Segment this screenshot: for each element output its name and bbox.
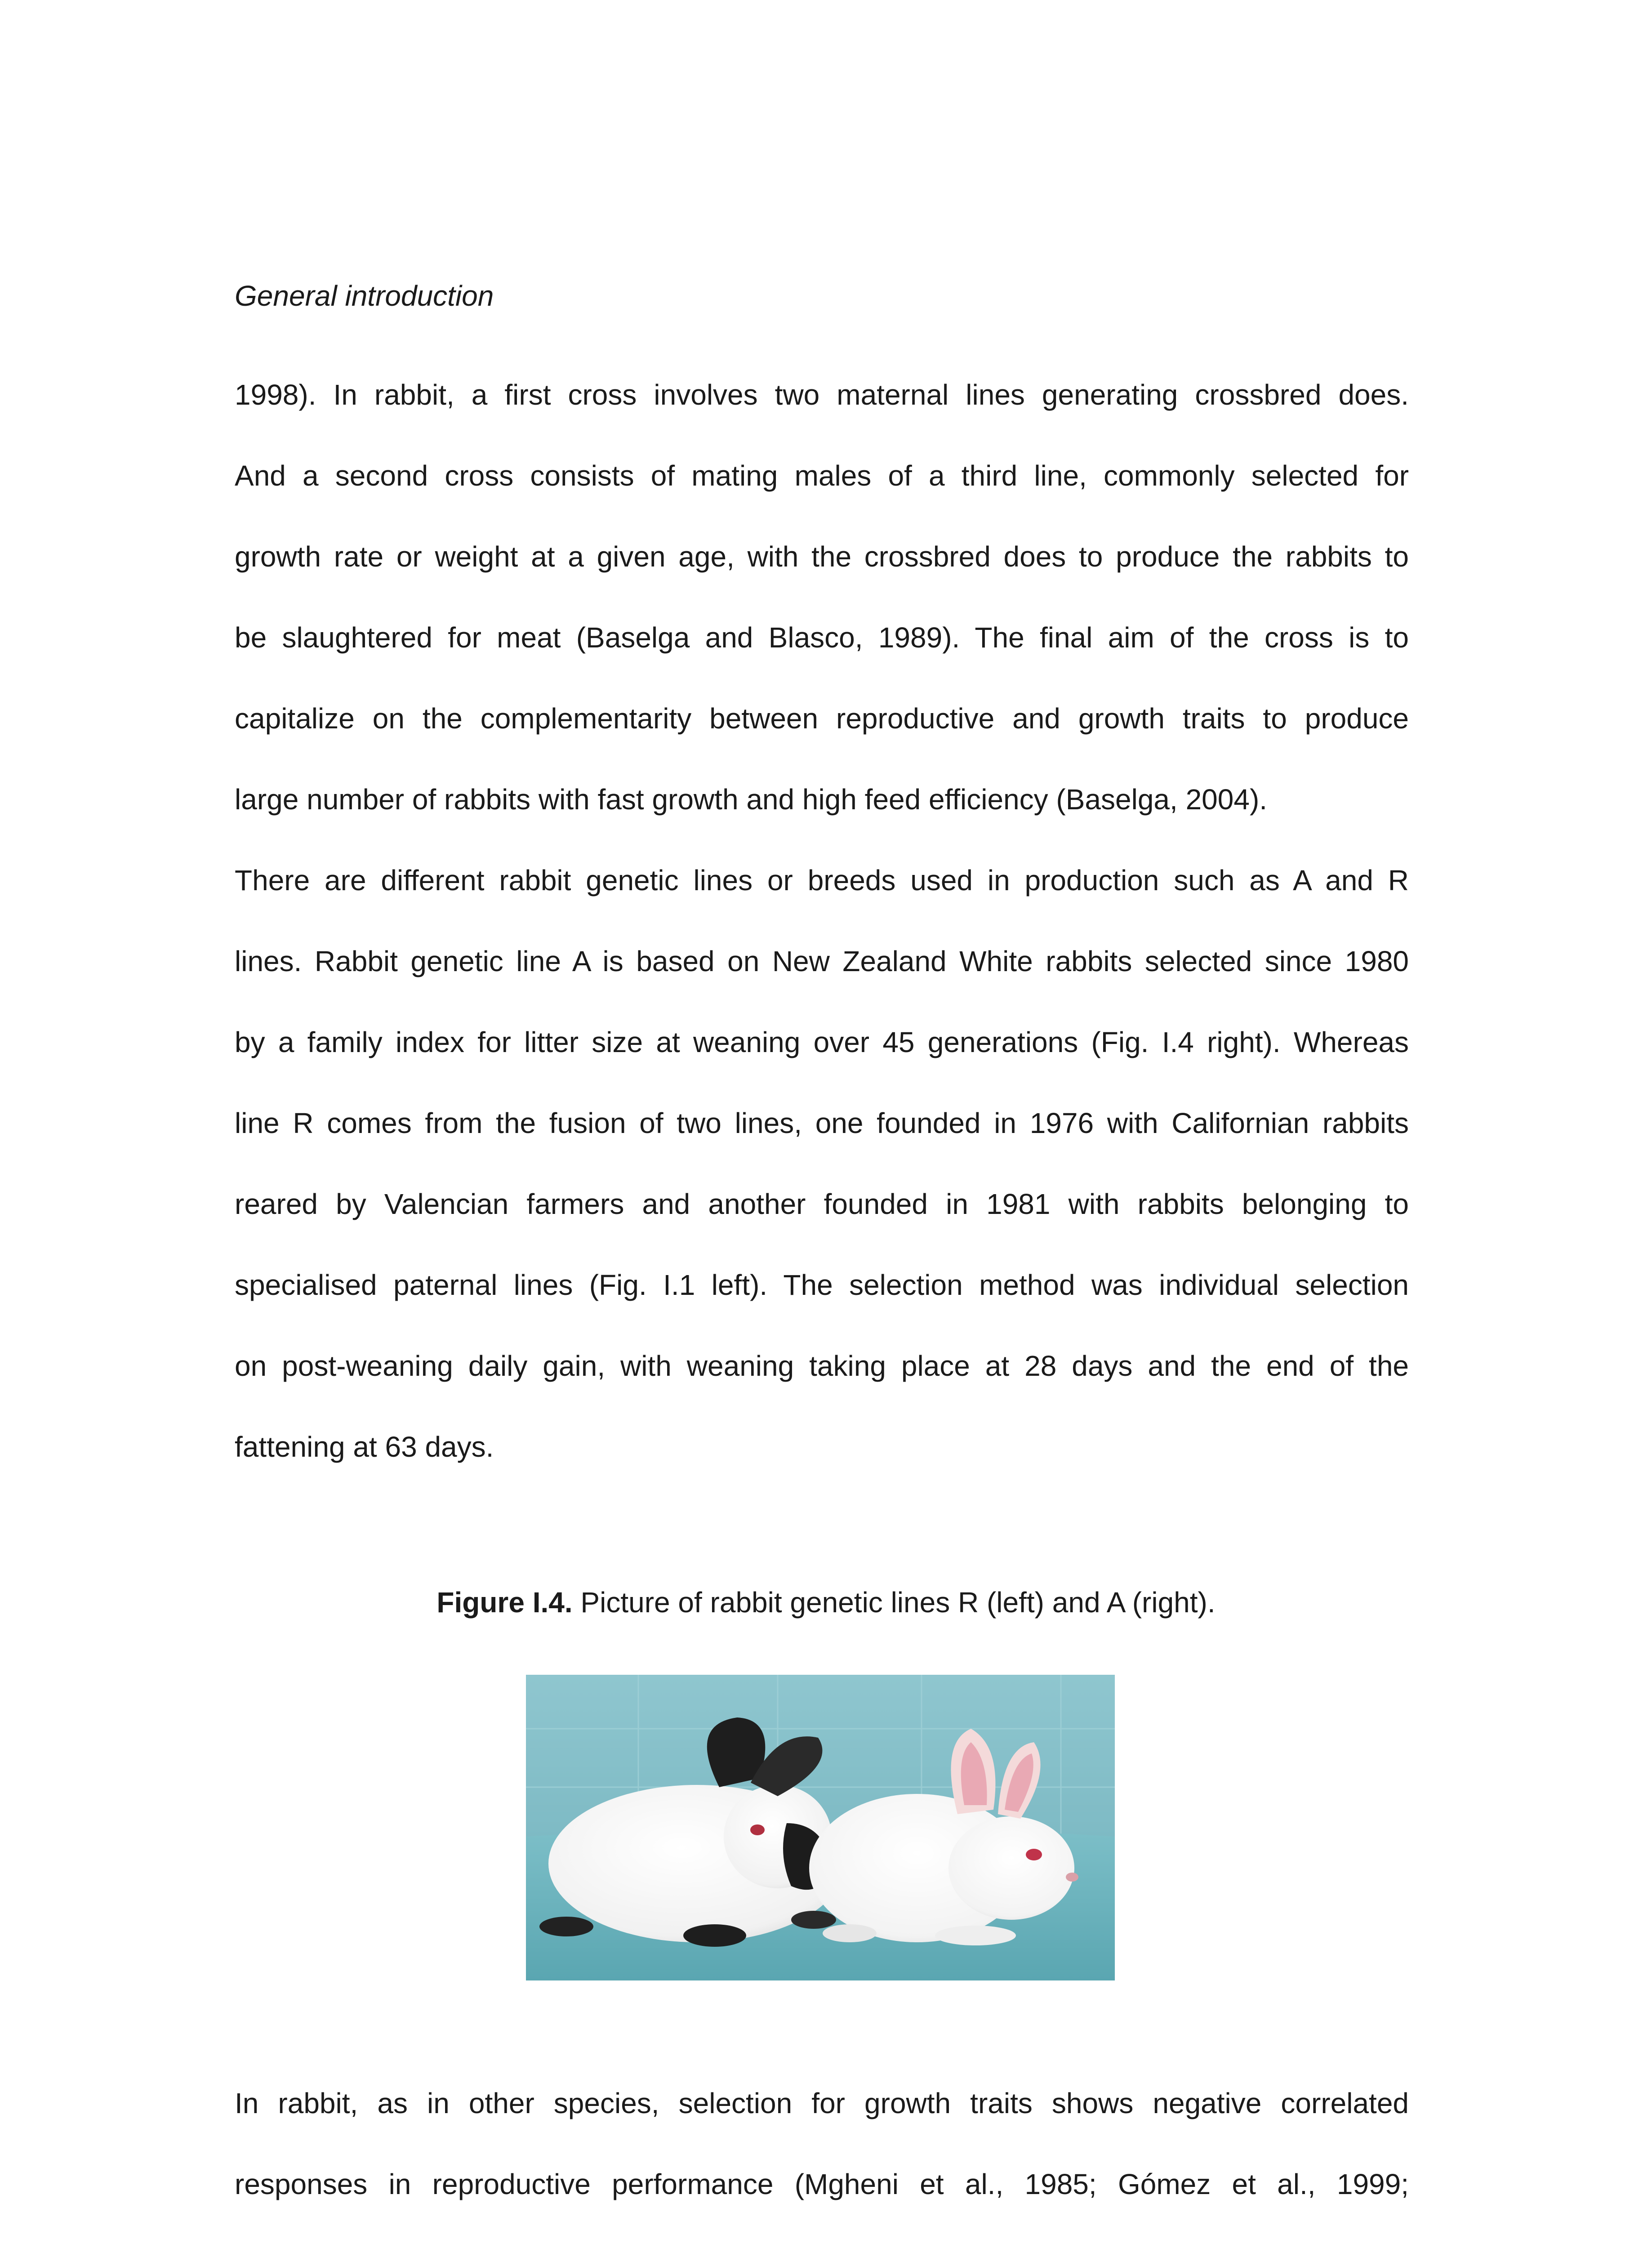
paragraph-line: by a family index for litter size at weaning over 45 generations (Fig. I.4 right). Whereas	[235, 1026, 1409, 1058]
paragraph-line: And a second cross consists of mating males of a third line, commonly selected for	[235, 459, 1409, 492]
paragraph-line: reared by Valencian farmers and another founded in 1981 with rabbits belonging to	[235, 1188, 1409, 1220]
paragraph-line: responses in reproductive performance (Mgheni et al., 1985; Gómez et al., 1999;	[235, 2168, 1409, 2200]
paragraph-line: growth rate or weight at a given age, with the crossbred does to produce the rabbits to	[235, 540, 1409, 573]
paragraph-line: capitalize on the complementarity between reproductive and growth traits to produce	[235, 702, 1409, 735]
running-header: General introduction	[235, 280, 494, 312]
figure-caption-text: Picture of rabbit genetic lines R (left) and A (right).	[572, 1586, 1216, 1619]
paragraph-line: There are different rabbit genetic lines or breeds used in production such as A and R	[235, 864, 1409, 897]
paragraph-line: In rabbit, as in other species, selection for growth traits shows negative correlated	[235, 2087, 1409, 2119]
paragraph-line: 1998). In rabbit, a first cross involves two maternal lines generating crossbred does.	[235, 379, 1409, 411]
paragraph-line: on post-weaning daily gain, with weaning taking place at 28 days and the end of the	[235, 1350, 1409, 1382]
figure-caption	[0, 1584, 1652, 1620]
rabbit-photo	[526, 1675, 1115, 1980]
paragraph-line: line R comes from the fusion of two lines, one founded in 1976 with Californian rabbits	[235, 1107, 1409, 1139]
paragraph-line: specialised paternal lines (Fig. I.1 left). The selection method was individual selection	[235, 1269, 1409, 1301]
paragraph-line: fattening at 63 days.	[235, 1431, 494, 1463]
paragraph-line: large number of rabbits with fast growth and high feed efficiency (Baselga, 2004).	[235, 783, 1268, 816]
figure-label: Figure I.4.	[436, 1586, 573, 1619]
paragraph-line: lines. Rabbit genetic line A is based on New Zealand White rabbits selected since 1980	[235, 945, 1409, 977]
paragraph-line: be slaughtered for meat (Baselga and Blasco, 1989). The final aim of the cross is to	[235, 621, 1409, 654]
